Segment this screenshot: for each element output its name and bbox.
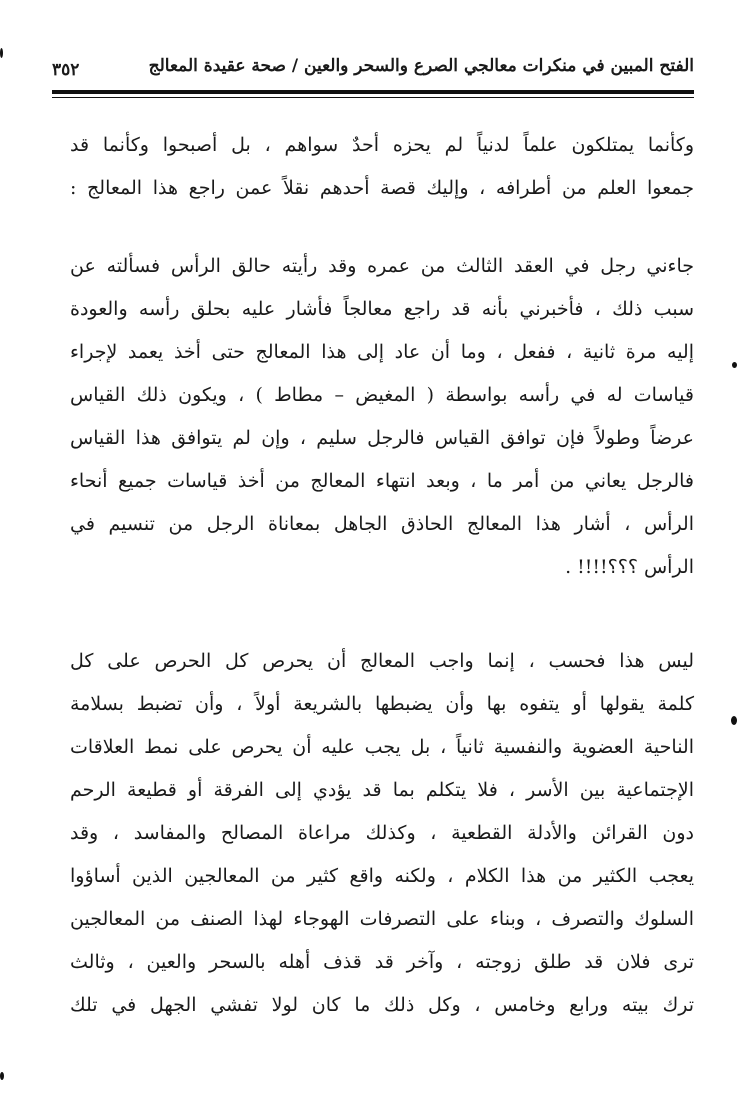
text-line: قياسات له في رأسه بواسطة ( المغيض – مطاط ) ، ويكون ذلك القياس bbox=[70, 384, 694, 406]
paragraph-1 bbox=[70, 124, 694, 210]
paragraph-2 bbox=[70, 245, 694, 589]
text-line: الناحية العضوية والنفسية ثانياً ، بل يجب عليه أن يحرص على نمط العلاقات bbox=[70, 736, 694, 758]
scan-speck bbox=[0, 48, 3, 58]
scan-speck bbox=[731, 716, 737, 725]
running-title: الفتح المبين في منكرات معالجي الصرع والسحر والعين / صحة عقيدة المعالج bbox=[148, 56, 694, 76]
text-line: جمعوا العلم من أطرافه ، وإليك قصة أحدهم نقلاً عمن راجع هذا المعالج : bbox=[70, 177, 694, 199]
header-rule-thin bbox=[52, 97, 694, 98]
text-line: السلوك والتصرف ، وبناء على التصرفات الهوجاء لهذا الصنف من المعالجين bbox=[70, 908, 694, 930]
page-number: ٣٥٢ bbox=[52, 60, 80, 80]
page-header bbox=[52, 52, 694, 88]
paragraph-3 bbox=[70, 640, 694, 1027]
scan-speck bbox=[732, 362, 737, 368]
text-line: ترى فلان قد طلق زوجته ، وآخر قد قذف أهله بالسحر والعين ، وثالث bbox=[70, 951, 694, 973]
text-line: الرأس ، أشار هذا المعالج الحاذق الجاهل بمعاناة الرجل من تنسيم في bbox=[70, 513, 694, 535]
text-line: فالرجل يعاني من أمر ما ، وبعد انتهاء المعالج من أخذ قياسات جميع أنحاء bbox=[70, 470, 694, 492]
text-line: عرضاً وطولاً فإن توافق القياس فالرجل سليم ، وإن لم يتوافق هذا القياس bbox=[70, 427, 694, 449]
text-line: الإجتماعية بين الأسر ، فلا يتكلم بما قد يؤدي إلى الفرقة أو قطيعة الرحم bbox=[70, 779, 694, 801]
scan-speck bbox=[0, 1072, 4, 1080]
text-line: وكأنما يمتلكون علماً لدنياً لم يحزه أحدٌ سواهم ، بل أصبحوا وكأنما قد bbox=[70, 134, 694, 156]
text-line: يعجب الكثير من هذا الكلام ، ولكنه واقع كثير من المعالجين الذين أساؤوا bbox=[70, 865, 694, 887]
text-line: كلمة يقولها أو يتفوه بها وأن يضبطها بالشريعة أولاً ، وأن تضبط بسلامة bbox=[70, 693, 694, 715]
text-line: جاءني رجل في العقد الثالث من عمره وقد رأيته حالق الرأس فسألته عن bbox=[70, 255, 694, 277]
text-line: الرأس ؟؟؟!!!! . bbox=[565, 556, 694, 578]
text-line: سبب ذلك ، فأخبرني بأنه قد راجع معالجاً فأشار عليه بحلق رأسه والعودة bbox=[70, 298, 694, 320]
text-line: ليس هذا فحسب ، إنما واجب المعالج أن يحرص كل الحرص على كل bbox=[70, 650, 694, 672]
text-line: دون القرائن والأدلة القطعية ، وكذلك مراعاة المصالح والمفاسد ، وقد bbox=[70, 822, 694, 844]
header-rule-thick bbox=[52, 90, 694, 94]
text-line: ترك بيته ورابع وخامس ، وكل ذلك ما كان لولا تفشي الجهل في تلك bbox=[70, 994, 694, 1016]
text-line: إليه مرة ثانية ، ففعل ، وما أن عاد إلى هذا المعالج حتى أخذ يعمد لإجراء bbox=[70, 341, 694, 363]
